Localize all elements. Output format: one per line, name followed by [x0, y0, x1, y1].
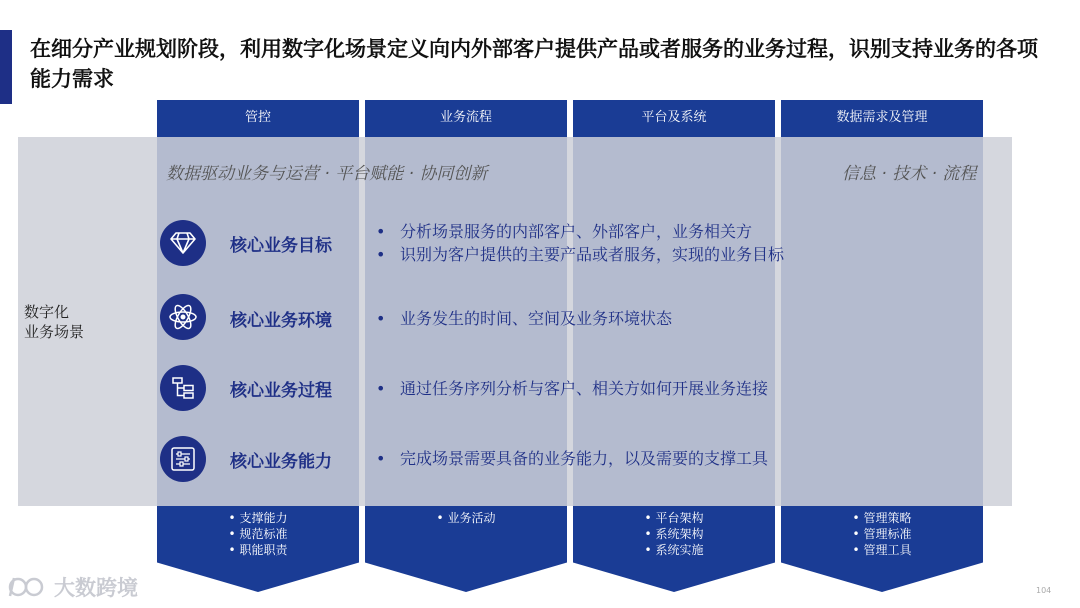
list-item: • 完成场景需要具备的业务能力，以及需要的支撑工具	[376, 447, 768, 470]
list-item: • 平台架构	[645, 510, 704, 526]
watermark-logo	[8, 572, 138, 602]
row-bullets-core-goal	[376, 220, 784, 266]
diamond-icon	[160, 220, 206, 266]
ghost-text-right: 信息 · 技术 · 流程	[842, 164, 977, 184]
ghost-text-left: 数据驱动业务与运营 · 平台赋能 · 协同创新	[166, 164, 488, 184]
row-label-core-capability: 核心业务能力	[230, 452, 332, 472]
row-bullets-core-environment	[376, 307, 672, 330]
row-label-core-process: 核心业务过程	[230, 381, 332, 401]
row-bullets-core-capability	[376, 447, 768, 470]
column-header-data-management: 数据需求及管理	[836, 110, 928, 125]
sliders-panel-icon	[160, 436, 206, 482]
row-label-core-goal: 核心业务目标	[230, 236, 332, 256]
atom-icon	[160, 294, 206, 340]
column-header-platform-systems: 平台及系统	[641, 110, 707, 125]
column-header-business-process: 业务流程	[439, 110, 492, 125]
scene-label-text: 数字化 业务场景	[24, 303, 85, 341]
list-item: • 管理策略	[853, 510, 912, 526]
column-footer-data-management	[781, 510, 983, 558]
logo-text: 大数跨境	[54, 576, 138, 600]
page-number: 104	[1036, 586, 1052, 595]
page-title: 在细分产业规划阶段，利用数字化场景定义向内外部客户提供产品或者服务的业务过程，识别支持业务的各项能力需求	[30, 37, 1038, 91]
column-footer-governance	[157, 510, 359, 558]
scene-label	[24, 302, 84, 342]
list-item: • 分析场景服务的内部客户、外部客户，业务相关方	[376, 220, 784, 243]
list-item: • 支撑能力	[229, 510, 288, 526]
logo-mark-icon	[8, 574, 48, 600]
list-item: • 管理工具	[853, 542, 912, 558]
list-item: • 职能职责	[229, 542, 288, 558]
list-item: • 识别为客户提供的主要产品或者服务，实现的业务目标	[376, 243, 784, 266]
list-item: • 系统实施	[645, 542, 704, 558]
list-item: • 规范标准	[229, 526, 288, 542]
list-item: • 业务发生的时间、空间及业务环境状态	[376, 307, 672, 330]
row-label-core-environment: 核心业务环境	[230, 311, 332, 331]
column-header-governance: 管控	[244, 110, 271, 125]
list-item: • 通过任务序列分析与客户、相关方如何开展业务连接	[376, 377, 768, 400]
title-accent-bar	[0, 30, 12, 104]
list-item: • 业务活动	[437, 510, 496, 526]
row-bullets-core-process	[376, 377, 768, 400]
list-item: • 管理标准	[853, 526, 912, 542]
list-item: • 系统架构	[645, 526, 704, 542]
column-footer-platform-systems	[573, 510, 775, 558]
column-footer-business-process	[365, 510, 567, 526]
process-flow-icon	[160, 365, 206, 411]
